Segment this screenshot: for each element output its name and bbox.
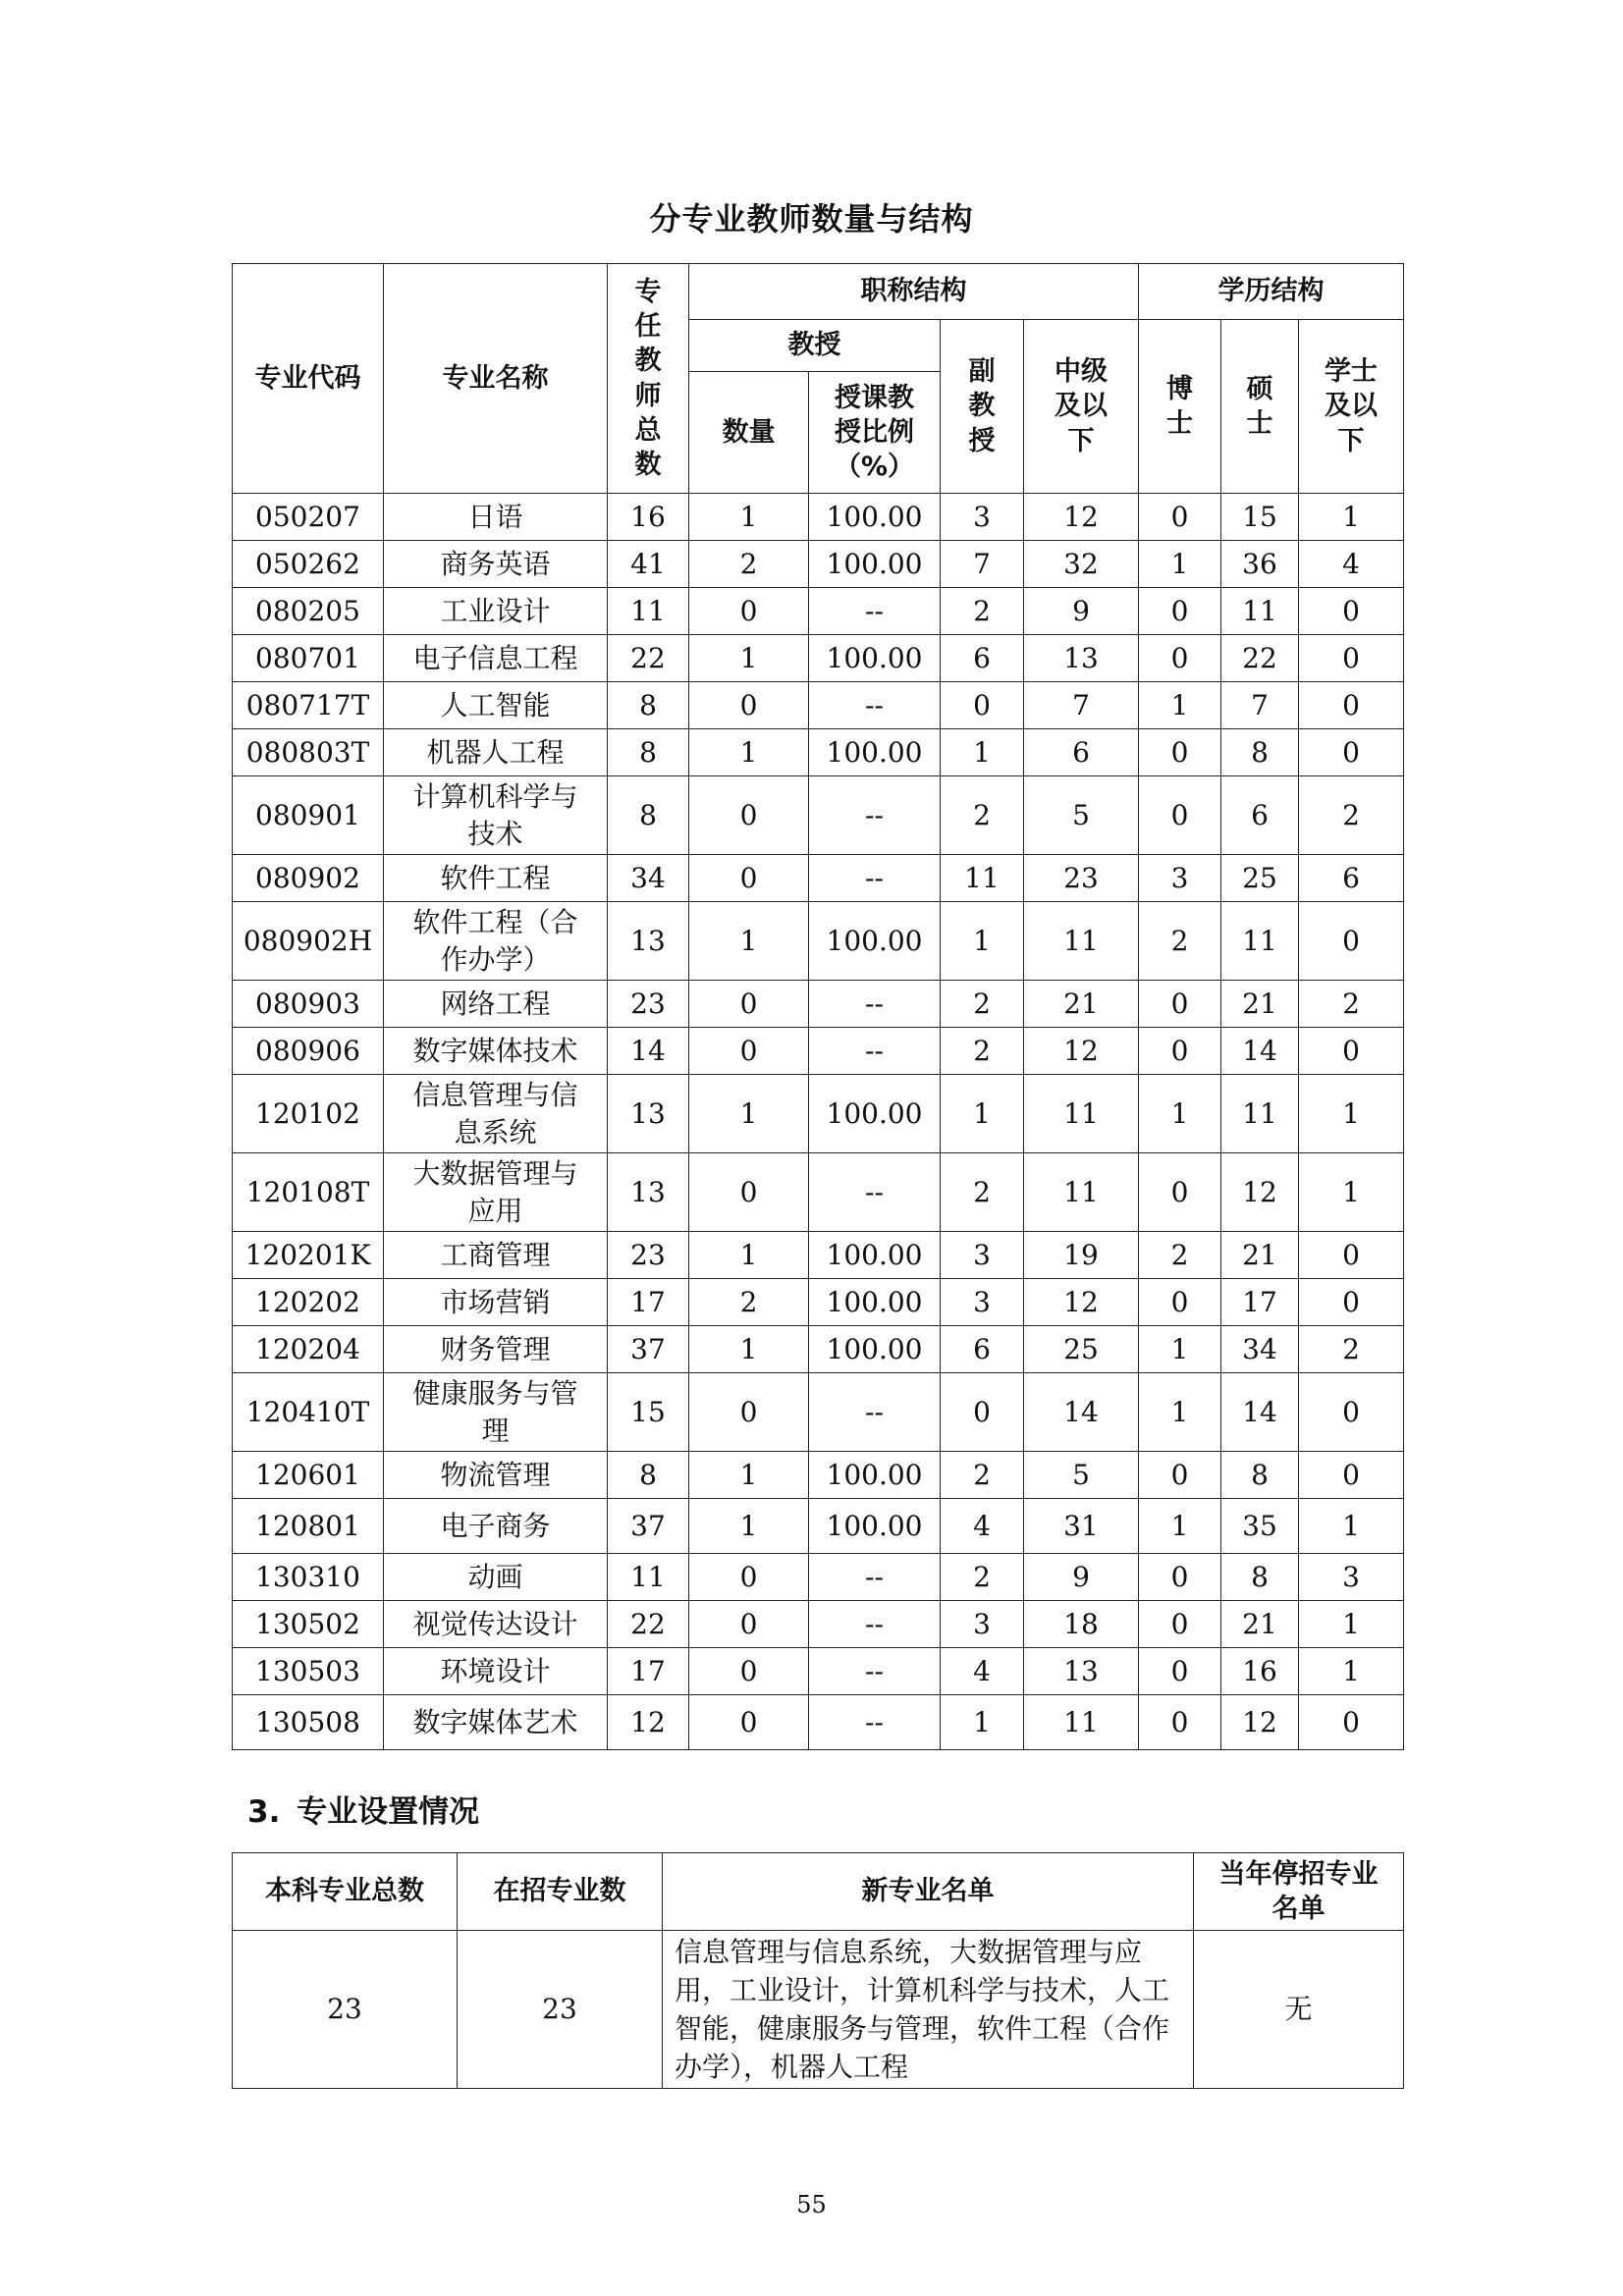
cell-phd: 0 — [1139, 635, 1221, 682]
cell-mid: 25 — [1024, 1326, 1139, 1373]
cell-total: 13 — [608, 902, 689, 981]
cell-assoc: 1 — [941, 1075, 1024, 1153]
cell-ratio: 100.00 — [809, 729, 941, 776]
cell-phd: 2 — [1139, 1232, 1221, 1279]
cell-code: 130502 — [233, 1601, 384, 1648]
cell-name: 软件工程 — [384, 855, 608, 902]
cell-phd: 0 — [1139, 1452, 1221, 1499]
cell-new-list: 信息管理与信息系统，大数据管理与应用，工业设计，计算机科学与技术，人工智能，健康服务与管理，软件工程（合作办学），机器人工程 — [663, 1931, 1194, 2089]
cell-ratio: 100.00 — [809, 1499, 941, 1554]
cell-code: 120204 — [233, 1326, 384, 1373]
cell-assoc: 7 — [941, 541, 1024, 588]
cell-mid: 5 — [1024, 1452, 1139, 1499]
cell-mid: 12 — [1024, 1028, 1139, 1075]
table-row — [233, 682, 1404, 729]
section-number: 3. — [247, 1794, 281, 1830]
header-prof-ratio-text: 授课教授比例（%） — [834, 382, 915, 483]
cell-code: 120410T — [233, 1373, 384, 1452]
cell-code: 080803T — [233, 729, 384, 776]
cell-name: 网络工程 — [384, 981, 608, 1028]
header-enrolling: 在招专业数 — [458, 1853, 663, 1931]
header-doctor-text: 博士 — [1166, 373, 1193, 439]
cell-assoc: 6 — [941, 1326, 1024, 1373]
cell-name: 工商管理 — [384, 1232, 608, 1279]
cell-bachelor: 1 — [1299, 1601, 1404, 1648]
header-mid-below-text: 中级及以下 — [1054, 356, 1108, 456]
table-row — [233, 1279, 1404, 1326]
cell-code: 130310 — [233, 1554, 384, 1601]
cell-prof: 0 — [689, 1648, 809, 1695]
cell-prof: 1 — [689, 635, 809, 682]
cell-name: 电子信息工程 — [384, 635, 608, 682]
cell-master: 34 — [1221, 1326, 1299, 1373]
table-row — [233, 1695, 1404, 1750]
cell-prof: 0 — [689, 1695, 809, 1750]
section-title: 专业设置情况 — [297, 1794, 480, 1830]
header-prof-count: 数量 — [689, 372, 809, 494]
cell-phd: 1 — [1139, 541, 1221, 588]
cell-code: 130503 — [233, 1648, 384, 1695]
cell-total: 11 — [608, 1554, 689, 1601]
cell-total-majors: 23 — [233, 1931, 458, 2089]
cell-prof: 0 — [689, 1601, 809, 1648]
header-prof-ratio — [809, 372, 941, 494]
cell-mid: 32 — [1024, 541, 1139, 588]
cell-mid: 9 — [1024, 588, 1139, 635]
cell-name: 健康服务与管理 — [384, 1373, 608, 1452]
cell-phd: 2 — [1139, 902, 1221, 981]
cell-name: 数字媒体技术 — [384, 1028, 608, 1075]
cell-mid: 21 — [1024, 981, 1139, 1028]
header-bachelor-below-text: 学士及以下 — [1325, 356, 1378, 456]
header-stopped — [1194, 1853, 1404, 1931]
cell-bachelor: 0 — [1299, 729, 1404, 776]
cell-name: 物流管理 — [384, 1452, 608, 1499]
cell-bachelor: 0 — [1299, 1232, 1404, 1279]
cell-phd: 0 — [1139, 1601, 1221, 1648]
header-name: 专业名称 — [384, 264, 608, 494]
table-row — [233, 1648, 1404, 1695]
cell-total: 12 — [608, 1695, 689, 1750]
cell-code: 050262 — [233, 541, 384, 588]
cell-mid: 19 — [1024, 1232, 1139, 1279]
header-bachelor-below — [1299, 320, 1404, 494]
cell-total: 14 — [608, 1028, 689, 1075]
cell-ratio: 100.00 — [809, 1452, 941, 1499]
table-row — [233, 776, 1404, 855]
header-title-structure: 职称结构 — [689, 264, 1139, 320]
cell-ratio: 100.00 — [809, 635, 941, 682]
cell-code: 130508 — [233, 1695, 384, 1750]
cell-mid: 6 — [1024, 729, 1139, 776]
table-row — [233, 1326, 1404, 1373]
cell-bachelor: 2 — [1299, 776, 1404, 855]
cell-phd: 0 — [1139, 729, 1221, 776]
cell-total: 8 — [608, 729, 689, 776]
cell-master: 12 — [1221, 1695, 1299, 1750]
cell-ratio: 100.00 — [809, 541, 941, 588]
header-mid-below — [1024, 320, 1139, 494]
cell-name: 工业设计 — [384, 588, 608, 635]
cell-ratio: -- — [809, 855, 941, 902]
cell-prof: 0 — [689, 1373, 809, 1452]
cell-assoc: 4 — [941, 1499, 1024, 1554]
section-heading — [247, 1787, 479, 1831]
cell-mid: 11 — [1024, 902, 1139, 981]
cell-mid: 12 — [1024, 1279, 1139, 1326]
cell-master: 14 — [1221, 1028, 1299, 1075]
cell-assoc: 11 — [941, 855, 1024, 902]
cell-total: 17 — [608, 1648, 689, 1695]
cell-prof: 0 — [689, 1028, 809, 1075]
header-edu-structure: 学历结构 — [1139, 264, 1404, 320]
cell-master: 25 — [1221, 855, 1299, 902]
cell-master: 22 — [1221, 635, 1299, 682]
cell-phd: 1 — [1139, 682, 1221, 729]
cell-master: 12 — [1221, 1153, 1299, 1232]
cell-prof: 0 — [689, 682, 809, 729]
cell-prof: 1 — [689, 729, 809, 776]
cell-bachelor: 0 — [1299, 635, 1404, 682]
cell-ratio: -- — [809, 981, 941, 1028]
cell-phd: 0 — [1139, 1153, 1221, 1232]
cell-code: 080903 — [233, 981, 384, 1028]
cell-stopped: 无 — [1194, 1931, 1404, 2089]
cell-prof: 0 — [689, 1554, 809, 1601]
cell-prof: 1 — [689, 1326, 809, 1373]
cell-prof: 0 — [689, 855, 809, 902]
cell-master: 21 — [1221, 1232, 1299, 1279]
cell-total: 11 — [608, 588, 689, 635]
header-total-majors: 本科专业总数 — [233, 1853, 458, 1931]
cell-total: 22 — [608, 635, 689, 682]
cell-total: 8 — [608, 776, 689, 855]
cell-master: 17 — [1221, 1279, 1299, 1326]
cell-master: 21 — [1221, 1601, 1299, 1648]
cell-code: 050207 — [233, 494, 384, 541]
cell-master: 36 — [1221, 541, 1299, 588]
cell-name: 视觉传达设计 — [384, 1601, 608, 1648]
cell-code: 080901 — [233, 776, 384, 855]
cell-ratio: -- — [809, 1601, 941, 1648]
table-row — [233, 1075, 1404, 1153]
cell-ratio: 100.00 — [809, 902, 941, 981]
cell-total: 41 — [608, 541, 689, 588]
cell-name: 环境设计 — [384, 1648, 608, 1695]
cell-name: 动画 — [384, 1554, 608, 1601]
cell-assoc: 4 — [941, 1648, 1024, 1695]
table-row — [233, 494, 1404, 541]
cell-master: 16 — [1221, 1648, 1299, 1695]
table-title: 分专业教师数量与结构 — [649, 200, 974, 238]
table-row — [233, 902, 1404, 981]
cell-ratio: 100.00 — [809, 1232, 941, 1279]
major-setup-table — [232, 1852, 1404, 2089]
cell-prof: 1 — [689, 902, 809, 981]
cell-code: 120202 — [233, 1279, 384, 1326]
cell-bachelor: 0 — [1299, 1452, 1404, 1499]
table-row — [233, 1373, 1404, 1452]
cell-name: 市场营销 — [384, 1279, 608, 1326]
cell-ratio: -- — [809, 1648, 941, 1695]
table-row — [233, 981, 1404, 1028]
cell-bachelor: 0 — [1299, 902, 1404, 981]
cell-phd: 0 — [1139, 588, 1221, 635]
cell-bachelor: 3 — [1299, 1554, 1404, 1601]
cell-name: 大数据管理与应用 — [384, 1153, 608, 1232]
cell-master: 8 — [1221, 1452, 1299, 1499]
page-number: 55 — [796, 2191, 827, 2218]
cell-total: 15 — [608, 1373, 689, 1452]
cell-name: 财务管理 — [384, 1326, 608, 1373]
cell-total: 16 — [608, 494, 689, 541]
cell-name: 人工智能 — [384, 682, 608, 729]
cell-code: 080205 — [233, 588, 384, 635]
cell-assoc: 2 — [941, 1153, 1024, 1232]
teacher-structure-table — [232, 263, 1404, 1750]
cell-prof: 1 — [689, 1075, 809, 1153]
cell-master: 8 — [1221, 729, 1299, 776]
cell-ratio: -- — [809, 588, 941, 635]
cell-bachelor: 0 — [1299, 588, 1404, 635]
table-row — [233, 1601, 1404, 1648]
cell-assoc: 1 — [941, 902, 1024, 981]
cell-mid: 5 — [1024, 776, 1139, 855]
cell-name: 软件工程（合作办学） — [384, 902, 608, 981]
cell-master: 11 — [1221, 902, 1299, 981]
cell-assoc: 2 — [941, 1452, 1024, 1499]
cell-code: 080717T — [233, 682, 384, 729]
cell-prof: 0 — [689, 588, 809, 635]
cell-phd: 1 — [1139, 1075, 1221, 1153]
cell-mid: 14 — [1024, 1373, 1139, 1452]
cell-ratio: -- — [809, 776, 941, 855]
cell-name: 信息管理与信息系统 — [384, 1075, 608, 1153]
cell-mid: 31 — [1024, 1499, 1139, 1554]
cell-master: 35 — [1221, 1499, 1299, 1554]
cell-name: 商务英语 — [384, 541, 608, 588]
cell-total: 8 — [608, 1452, 689, 1499]
cell-assoc: 2 — [941, 1554, 1024, 1601]
cell-bachelor: 0 — [1299, 1028, 1404, 1075]
table-row — [233, 1554, 1404, 1601]
cell-phd: 0 — [1139, 981, 1221, 1028]
cell-bachelor: 6 — [1299, 855, 1404, 902]
cell-assoc: 6 — [941, 635, 1024, 682]
cell-master: 11 — [1221, 1075, 1299, 1153]
cell-bachelor: 0 — [1299, 1695, 1404, 1750]
cell-ratio: -- — [809, 1373, 941, 1452]
cell-assoc: 3 — [941, 494, 1024, 541]
header-total — [608, 264, 689, 494]
cell-master: 7 — [1221, 682, 1299, 729]
cell-mid: 18 — [1024, 1601, 1139, 1648]
cell-total: 23 — [608, 1232, 689, 1279]
cell-bachelor: 1 — [1299, 494, 1404, 541]
cell-master: 11 — [1221, 588, 1299, 635]
cell-mid: 11 — [1024, 1075, 1139, 1153]
cell-total: 37 — [608, 1326, 689, 1373]
cell-phd: 0 — [1139, 776, 1221, 855]
cell-code: 120201K — [233, 1232, 384, 1279]
cell-phd: 3 — [1139, 855, 1221, 902]
cell-bachelor: 0 — [1299, 1373, 1404, 1452]
header-doctor — [1139, 320, 1221, 494]
header-professor: 教授 — [689, 320, 941, 372]
cell-mid: 7 — [1024, 682, 1139, 729]
cell-code: 080701 — [233, 635, 384, 682]
cell-assoc: 0 — [941, 682, 1024, 729]
cell-assoc: 2 — [941, 981, 1024, 1028]
cell-enrolling: 23 — [458, 1931, 663, 2089]
cell-name: 电子商务 — [384, 1499, 608, 1554]
cell-phd: 0 — [1139, 1695, 1221, 1750]
cell-bachelor: 0 — [1299, 682, 1404, 729]
cell-prof: 2 — [689, 1279, 809, 1326]
cell-prof: 1 — [689, 494, 809, 541]
cell-bachelor: 2 — [1299, 1326, 1404, 1373]
cell-prof: 1 — [689, 1452, 809, 1499]
cell-name: 机器人工程 — [384, 729, 608, 776]
header-assoc-prof — [941, 320, 1024, 494]
cell-total: 34 — [608, 855, 689, 902]
table-row — [233, 1452, 1404, 1499]
cell-phd: 0 — [1139, 494, 1221, 541]
cell-phd: 1 — [1139, 1326, 1221, 1373]
cell-ratio: 100.00 — [809, 1326, 941, 1373]
cell-ratio: -- — [809, 1153, 941, 1232]
cell-total: 8 — [608, 682, 689, 729]
table-row — [233, 1153, 1404, 1232]
cell-prof: 0 — [689, 776, 809, 855]
cell-bachelor: 1 — [1299, 1075, 1404, 1153]
table-row — [233, 729, 1404, 776]
cell-code: 080902 — [233, 855, 384, 902]
cell-bachelor: 0 — [1299, 1279, 1404, 1326]
cell-mid: 11 — [1024, 1153, 1139, 1232]
header-new-list: 新专业名单 — [663, 1853, 1194, 1931]
table-row — [233, 1499, 1404, 1554]
header-stopped-text: 当年停招专业名单 — [1218, 1858, 1379, 1924]
table-row — [233, 541, 1404, 588]
teacher-table-body — [233, 494, 1404, 1750]
cell-mid: 13 — [1024, 1648, 1139, 1695]
cell-ratio: -- — [809, 1028, 941, 1075]
cell-mid: 13 — [1024, 635, 1139, 682]
table-row — [233, 588, 1404, 635]
cell-assoc: 3 — [941, 1232, 1024, 1279]
cell-phd: 1 — [1139, 1373, 1221, 1452]
cell-bachelor: 1 — [1299, 1499, 1404, 1554]
cell-mid: 11 — [1024, 1695, 1139, 1750]
header-master-text: 硕士 — [1246, 373, 1273, 439]
header-assoc-prof-text: 副教授 — [968, 356, 996, 456]
cell-phd: 0 — [1139, 1028, 1221, 1075]
cell-code: 120601 — [233, 1452, 384, 1499]
cell-prof: 1 — [689, 1232, 809, 1279]
cell-total: 37 — [608, 1499, 689, 1554]
cell-prof: 2 — [689, 541, 809, 588]
cell-assoc: 1 — [941, 729, 1024, 776]
header-total-text: 专任教师总数 — [634, 277, 662, 480]
cell-ratio: 100.00 — [809, 1075, 941, 1153]
cell-total: 23 — [608, 981, 689, 1028]
cell-total: 17 — [608, 1279, 689, 1326]
cell-assoc: 2 — [941, 588, 1024, 635]
cell-assoc: 1 — [941, 1695, 1024, 1750]
cell-ratio: 100.00 — [809, 494, 941, 541]
cell-ratio: -- — [809, 1554, 941, 1601]
cell-assoc: 2 — [941, 776, 1024, 855]
cell-master: 8 — [1221, 1554, 1299, 1601]
cell-ratio: 100.00 — [809, 1279, 941, 1326]
cell-code: 120102 — [233, 1075, 384, 1153]
table-row — [233, 855, 1404, 902]
table-row — [233, 1028, 1404, 1075]
cell-phd: 0 — [1139, 1554, 1221, 1601]
cell-code: 080906 — [233, 1028, 384, 1075]
cell-name: 日语 — [384, 494, 608, 541]
cell-assoc: 2 — [941, 1028, 1024, 1075]
cell-prof: 0 — [689, 1153, 809, 1232]
cell-assoc: 3 — [941, 1279, 1024, 1326]
cell-code: 120801 — [233, 1499, 384, 1554]
cell-code: 080902H — [233, 902, 384, 981]
header-master — [1221, 320, 1299, 494]
cell-ratio: -- — [809, 682, 941, 729]
cell-master: 14 — [1221, 1373, 1299, 1452]
cell-master: 21 — [1221, 981, 1299, 1028]
cell-mid: 23 — [1024, 855, 1139, 902]
cell-phd: 0 — [1139, 1279, 1221, 1326]
cell-bachelor: 4 — [1299, 541, 1404, 588]
cell-ratio: -- — [809, 1695, 941, 1750]
cell-code: 120108T — [233, 1153, 384, 1232]
cell-total: 13 — [608, 1153, 689, 1232]
cell-total: 13 — [608, 1075, 689, 1153]
cell-name: 数字媒体艺术 — [384, 1695, 608, 1750]
cell-phd: 0 — [1139, 1648, 1221, 1695]
table-row — [233, 1232, 1404, 1279]
cell-prof: 0 — [689, 981, 809, 1028]
cell-mid: 9 — [1024, 1554, 1139, 1601]
cell-bachelor: 2 — [1299, 981, 1404, 1028]
cell-mid: 12 — [1024, 494, 1139, 541]
cell-prof: 1 — [689, 1499, 809, 1554]
cell-total: 22 — [608, 1601, 689, 1648]
table-row — [233, 635, 1404, 682]
cell-assoc: 3 — [941, 1601, 1024, 1648]
cell-bachelor: 1 — [1299, 1153, 1404, 1232]
cell-master: 15 — [1221, 494, 1299, 541]
header-code: 专业代码 — [233, 264, 384, 494]
cell-bachelor: 1 — [1299, 1648, 1404, 1695]
cell-name: 计算机科学与技术 — [384, 776, 608, 855]
cell-master: 6 — [1221, 776, 1299, 855]
cell-assoc: 0 — [941, 1373, 1024, 1452]
cell-phd: 1 — [1139, 1499, 1221, 1554]
